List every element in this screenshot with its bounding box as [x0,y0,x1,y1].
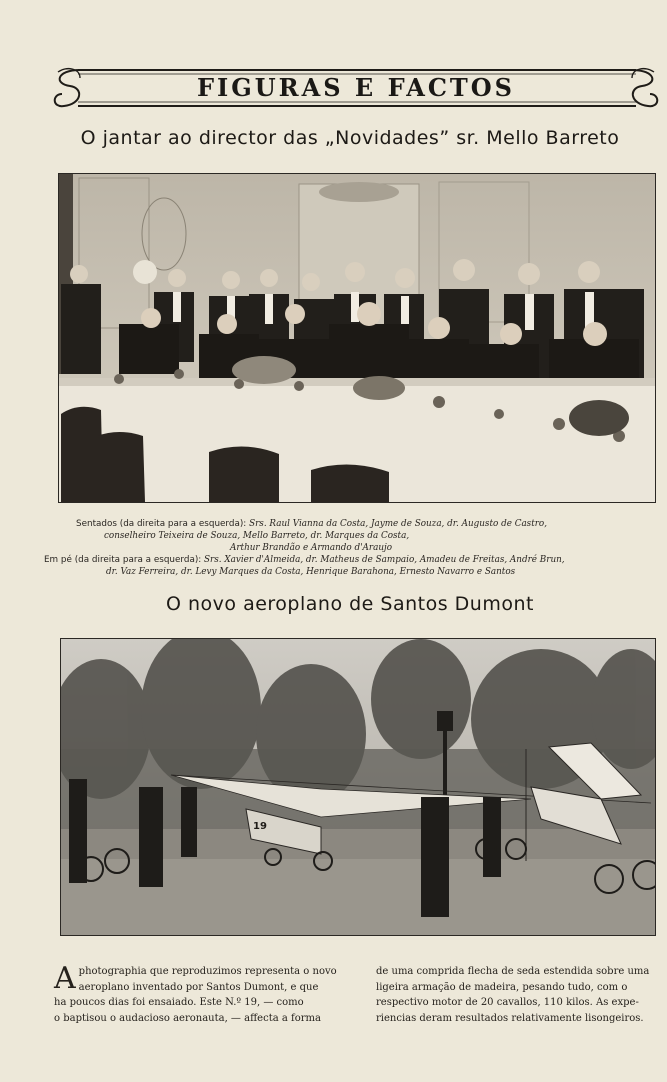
article-line: de uma comprida flecha de seda estendida sobre uma [376,966,650,977]
article-column-2 [376,964,656,1026]
article-line: riencias deram resultados relativamente lisongeiros. [376,1012,644,1024]
photo-banquet [58,173,656,503]
photo-aeroplane [60,638,656,936]
headline-aeroplano: O novo aeroplano de Santos Dumont [166,593,534,615]
article-line: respectivo motor de 20 cavallos, 110 kilos. As expe- [376,997,639,1008]
caption-line-1 [44,518,664,530]
caption-line-2 [44,530,664,542]
caption-names-standing-2: dr. Vaz Ferreira, dr. Levy Marques da Costa, Henrique Barahona, Ernesto Navarro e Santos [106,567,516,577]
section-title: FIGURAS E FACTOS [196,73,516,102]
caption-line-3 [44,542,664,554]
article-line: ligeira armação de madeira, pesando tudo, com o [376,981,628,993]
caption-names-seated: Srs. Raul Vianna da Costa, Jayme de Souza, dr. Augusto de Castro, [249,519,548,529]
article-column-1 [54,961,354,1026]
aeroplane-scene [61,639,655,935]
caption-names-standing: Srs. Xavier d'Almeida, dr. Matheus de Sampaio, Amadeu de Freitas, André Brun, [204,555,565,565]
caption-names-seated-2: conselheiro Teixeira de Souza, Mello Barreto, dr. Marques da Costa, [104,531,410,541]
banquet-scene [59,174,655,502]
masthead-banner [50,64,662,112]
article-line: ha poucos dias foi ensaiado. Este N.º 19, — como [54,997,304,1008]
caption-names-seated-3: Arthur Brandão e Armando d'Araujo [230,543,393,553]
caption-line-4 [44,554,664,566]
article-line: o baptisou o audacioso aeronauta, — affecta a forma [54,1012,321,1024]
caption-label-standing: Em pé (da direita para a esquerda): [44,555,202,565]
headline-jantar: O jantar ao director das „Novidades” sr. Mello Barreto [80,127,620,149]
article-line: photographia que reproduzimos representa o novo [78,966,337,977]
dropcap: A [54,961,76,996]
caption-line-5 [44,566,664,578]
plane-number-label: 19 [253,821,267,832]
photo-caption [44,518,664,578]
caption-label-seated: Sentados (da direita para a esquerda): [76,519,247,529]
article-line: aeroplano inventado por Santos Dumont, e que [78,981,319,993]
